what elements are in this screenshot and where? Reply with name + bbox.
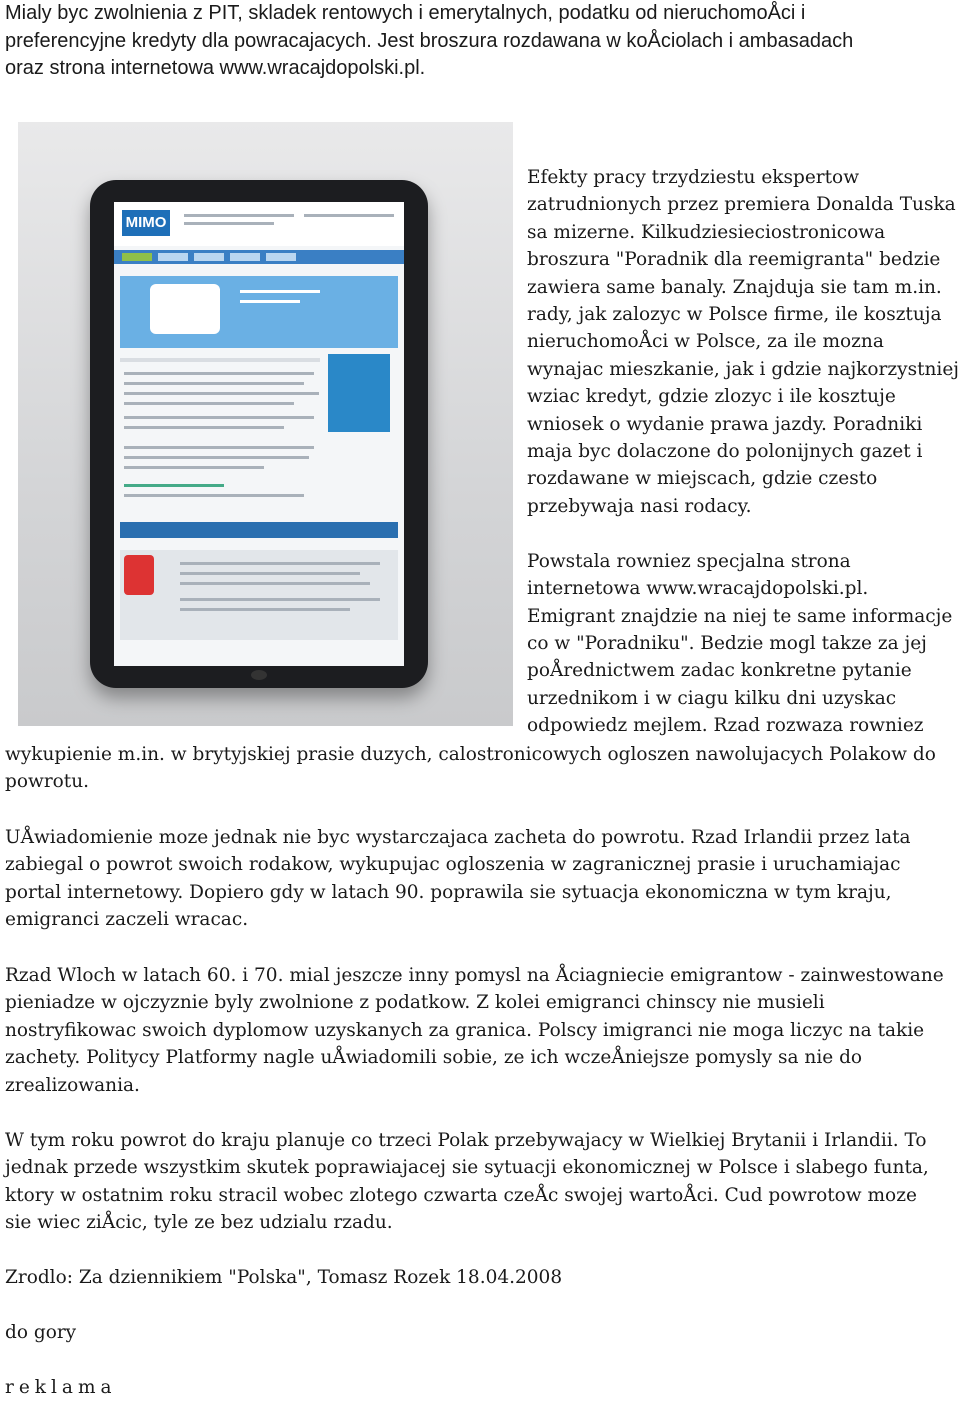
source-line: Zrodlo: Za dziennikiem "Polska", Tomasz Rozek 18.04.2008 xyxy=(5,1267,563,1288)
paragraph-3: W tym roku powrot do kraju planuje co trzeci Polak przebywajacy w Wielkiej Brytanii i Irlandii. To jednak przede wszystkim skutek poprawiajacej sie sytuacji ekonomicznej w Polsce i slabego funta, ktory w ostatnim roku stracil wobec zlotego czwarta czeÅc swojej wartoÅci. Cud powrotow moze sie wiec ziÅcic, tyle ze bez udzialu rzadu. xyxy=(5,1130,929,1234)
back-to-top-link[interactable]: do gory xyxy=(5,1322,77,1343)
home-button-icon xyxy=(251,670,267,680)
side-paragraph: Efekty pracy trzydziestu ekspertow zatrudnionych przez premiera Donalda Tuska sa mizerne. Kilkudziesieciostronicowa broszura "Poradnik dla reemigranta" bedzie zawiera same banaly. Znajduja sie tam m.in. rady, jak zalozyc w Polsce firme, ile kosztuja nieruchomoÅci w Polsce, za ile mozna wynajac mieszkanie, jak i gdzie najkorzystniej wziac kredyt, gdzie zlozyc i ile kosztuje wniosek o wydanie prawa jazdy. Poradniki maja byc dolaczone do polonijnych gazet i rozdawane w miejscach, gdzie czesto przebywaja nasi rodacy. Powstala rowniez specjalna strona internetowa www.wracajdopolski.pl. Emigrant znajdzie na niej te same informacje co w "Poradniku". Bedzie mogl takze za jej poÅrednictwem zadac konkretne pytanie urzednikom i w ciagu kilku dni uzyskac odpowiedz mejlem. Rzad rozwaza rowniez xyxy=(527,167,960,737)
tablet-photo xyxy=(18,122,513,726)
intro-paragraph: Mialy byc zwolnienia z PIT, skladek rentowych i emerytalnych, podatku od nieruchomoÅci i preferencyjne kredyty dla powracajacych. Jest broszura rozdawana w koÅciolach i ambasadach oraz strona internetowa www.wracajdopolski.pl. xyxy=(5,2,854,79)
continuation-paragraph: wykupienie m.in. w brytyjskiej prasie duzych, calostronicowych ogloszen nawolujacych Polakow do powrotu. xyxy=(5,744,936,793)
tablet-device xyxy=(90,180,428,688)
paragraph-2: Rzad Wloch w latach 60. i 70. mial jeszcze inny pomysl na Åciagniecie emigrantow - zainwestowane pieniadze w ojczyznie byly zwolnione z podatkow. Z kolei emigranci chinscy nie musieli nostryfikowac swoich dyplomow uzyskanych za granica. Polscy imigranci nie moga liczyc na takie zachety. Politycy Platformy nagle uÅwiadomili sobie, ze ich wczeÅniejsze pomysly sa nie do zrealizowania. xyxy=(5,965,944,1096)
ad-label: reklama xyxy=(5,1377,117,1398)
paragraph-1: UÅwiadomienie moze jednak nie byc wystarczajaca zacheta do powrotu. Rzad Irlandii przez lata zabiegal o powrot swoich rodakow, wykupujac ogloszenia w zagranicznej prasie i uruchamiajac portal internetowy. Dopiero gdy w latach 90. poprawila sie sytuacja ekonomiczna w tym kraju, emigranci zaczeli wracac. xyxy=(5,827,911,931)
tablet-screen xyxy=(114,202,404,666)
screen-logo: MIMO xyxy=(122,210,170,236)
